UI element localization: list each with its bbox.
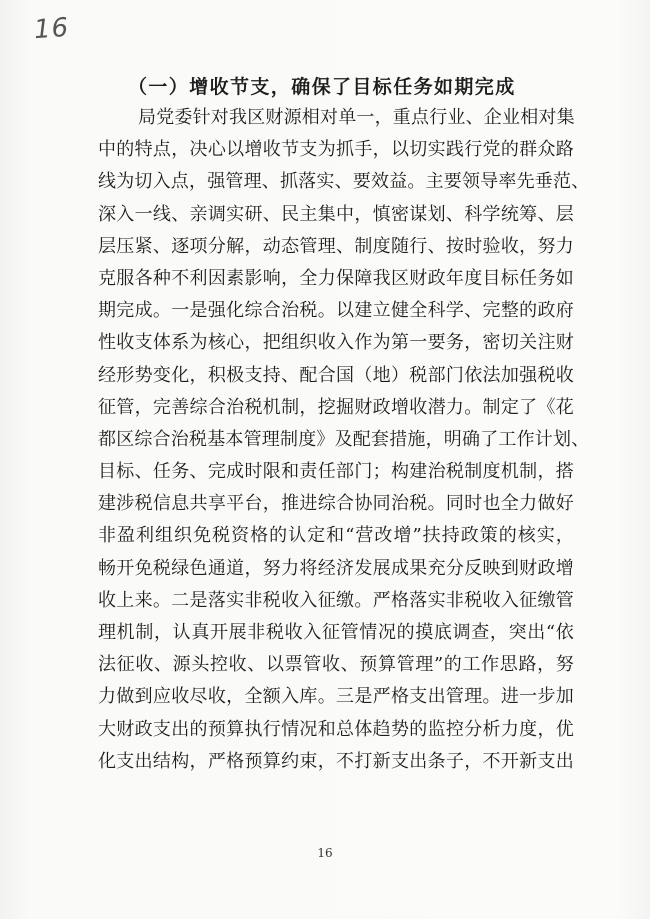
paragraph-line: 理机制，认真开展非税收入征管情况的摸底调查，突出“依 [98, 622, 574, 643]
paragraph-line: 力做到应收尽收，全额入库。三是严格支出管理。进一步加 [98, 686, 574, 708]
paragraph-line: 法征收、源头控收、以票管收、预算管理”的工作思路，努 [98, 654, 574, 676]
paragraph-line: 畅开免税绿色通道，努力将经济发展成果充分反映到财政增 [98, 557, 574, 579]
paragraph-line: 收上来。二是落实非税收入征缴。严格落实非税收入征缴管 [98, 589, 574, 611]
section-heading: （一）增收节支，确保了目标任务如期完成 [128, 76, 516, 98]
paragraph-line: 层压紧、逐项分解，动态管理、制度随行、按时验收，努力 [98, 235, 574, 257]
paragraph-line: 中的特点，决心以增收节支为抓手，以切实践行党的群众路 [98, 139, 574, 161]
paragraph-line: 目标、任务、完成时限和责任部门；构建治税制度机制，搭 [98, 461, 574, 483]
paragraph-line: 期完成。一是强化综合治税。以建立健全科学、完整的政府 [98, 300, 574, 322]
paragraph-line: 性收支体系为核心，把组织收入作为第一要务，密切关注财 [98, 332, 574, 354]
paragraph-line: 经形势变化，积极支持、配合国（地）税部门依法加强税收 [98, 364, 574, 386]
paragraph-line: 建涉税信息共享平台，推进综合协同治税。同时也全力做好 [98, 493, 574, 515]
paragraph-line: 非盈利组织免税资格的认定和“营改增”扶持政策的核实， [98, 525, 574, 547]
paragraph-line: 征管，完善综合治税机制，挖掘财政增收潜力。制定了《花 [98, 396, 574, 418]
paragraph-line: 化支出结构，严格预算约束，不打新支出条子，不开新支出 [98, 750, 574, 772]
paragraph-line: 都区综合治税基本管理制度》及配套措施，明确了工作计划、 [98, 428, 590, 450]
paragraph-line: 局党委针对我区财源相对单一，重点行业、企业相对集 [138, 107, 575, 128]
paragraph-line: 深入一线、亲调实研、民主集中，慎密谋划、科学统筹、层 [98, 203, 574, 225]
paragraph-line: 克服各种不利因素影响，全力保障我区财政年度目标任务如 [98, 267, 574, 289]
handwritten-page-mark: 16 [32, 12, 71, 46]
paragraph-line: 大财政支出的预算执行情况和总体趋势的监控分析力度，优 [98, 718, 574, 740]
page-number: 16 [317, 846, 333, 860]
paragraph-line: 线为切入点，强管理、抓落实、要效益。主要领导率先垂范、 [98, 171, 590, 193]
body-paragraph [98, 102, 590, 778]
